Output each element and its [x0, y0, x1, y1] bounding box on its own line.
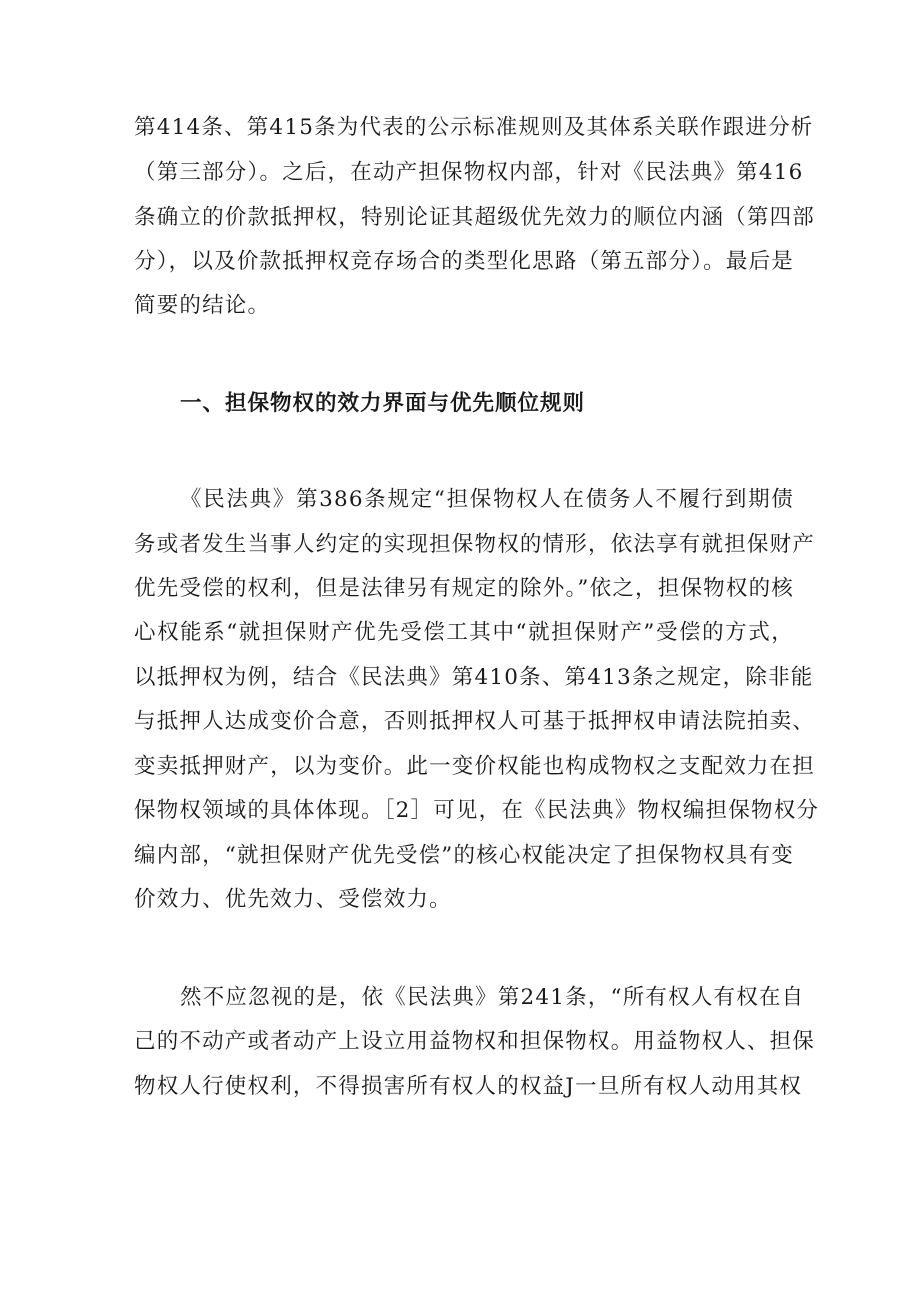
- paragraph-2-line-6: 与抵押人达成变价合意，否则抵押权人可基于抵押权申请法院拍卖、: [134, 709, 816, 734]
- section-heading: 一、担保物权的效力界面与优先顺位规则: [180, 391, 586, 416]
- paragraph-1-line-4: 分），以及价款抵押权竞存场合的类型化思路（第五部分）。最后是: [134, 249, 794, 274]
- paragraph-3-line-2: 己的不动产或者动产上设立用益物权和担保物权。用益物权人、担保: [134, 1029, 816, 1054]
- paragraph-2-line-1: 《民法典》第386条规定“担保物权人在债务人不履行到期债: [180, 487, 794, 512]
- paragraph-3-line-1: 然不应忽视的是，依《民法典》第241条，“所有权人有权在自: [180, 985, 805, 1010]
- paragraph-2-line-10: 价效力、优先效力、受偿效力。: [134, 887, 452, 912]
- paragraph-2-line-3: 优先受偿的权利，但是法律另有规定的除外。”依之，担保物权的核: [134, 576, 794, 601]
- paragraph-2-line-5: 以抵押权为例，结合《民法典》第410条、第413条之规定，除非能: [134, 665, 814, 690]
- paragraph-1-line-3: 条确立的价款抵押权，特别论证其超级优先效力的顺位内涵（第四部: [134, 205, 816, 230]
- paragraph-2-line-7: 变卖抵押财产，以为变价。此一变价权能也构成物权之支配效力在担: [134, 754, 816, 779]
- paragraph-2-line-9: 编内部，“就担保财产优先受偿”的核心权能决定了担保物权具有变: [134, 843, 794, 868]
- paragraph-2-line-2: 务或者发生当事人约定的实现担保物权的情形，依法享有就担保财产: [134, 532, 816, 557]
- paragraph-1-line-5: 简要的结论。: [134, 293, 271, 318]
- paragraph-2-line-4: 心权能系“就担保财产优先受偿工其中“就担保财产”受偿的方式，: [134, 620, 794, 645]
- paragraph-1-line-1: 第414条、第415条为代表的公示标准规则及其体系关联作跟进分析: [134, 115, 814, 140]
- paragraph-2-line-8: 保物权领域的具体体现。［2］可见，在《民法典》物权编担保物权分: [134, 798, 820, 823]
- paragraph-3-line-3: 物权人行使权利，不得损害所有权人的权益J一旦所有权人动用其权: [134, 1074, 803, 1099]
- paragraph-1-line-2: （第三部分）。之后，在动产担保物权内部，针对《民法典》第416: [134, 160, 804, 185]
